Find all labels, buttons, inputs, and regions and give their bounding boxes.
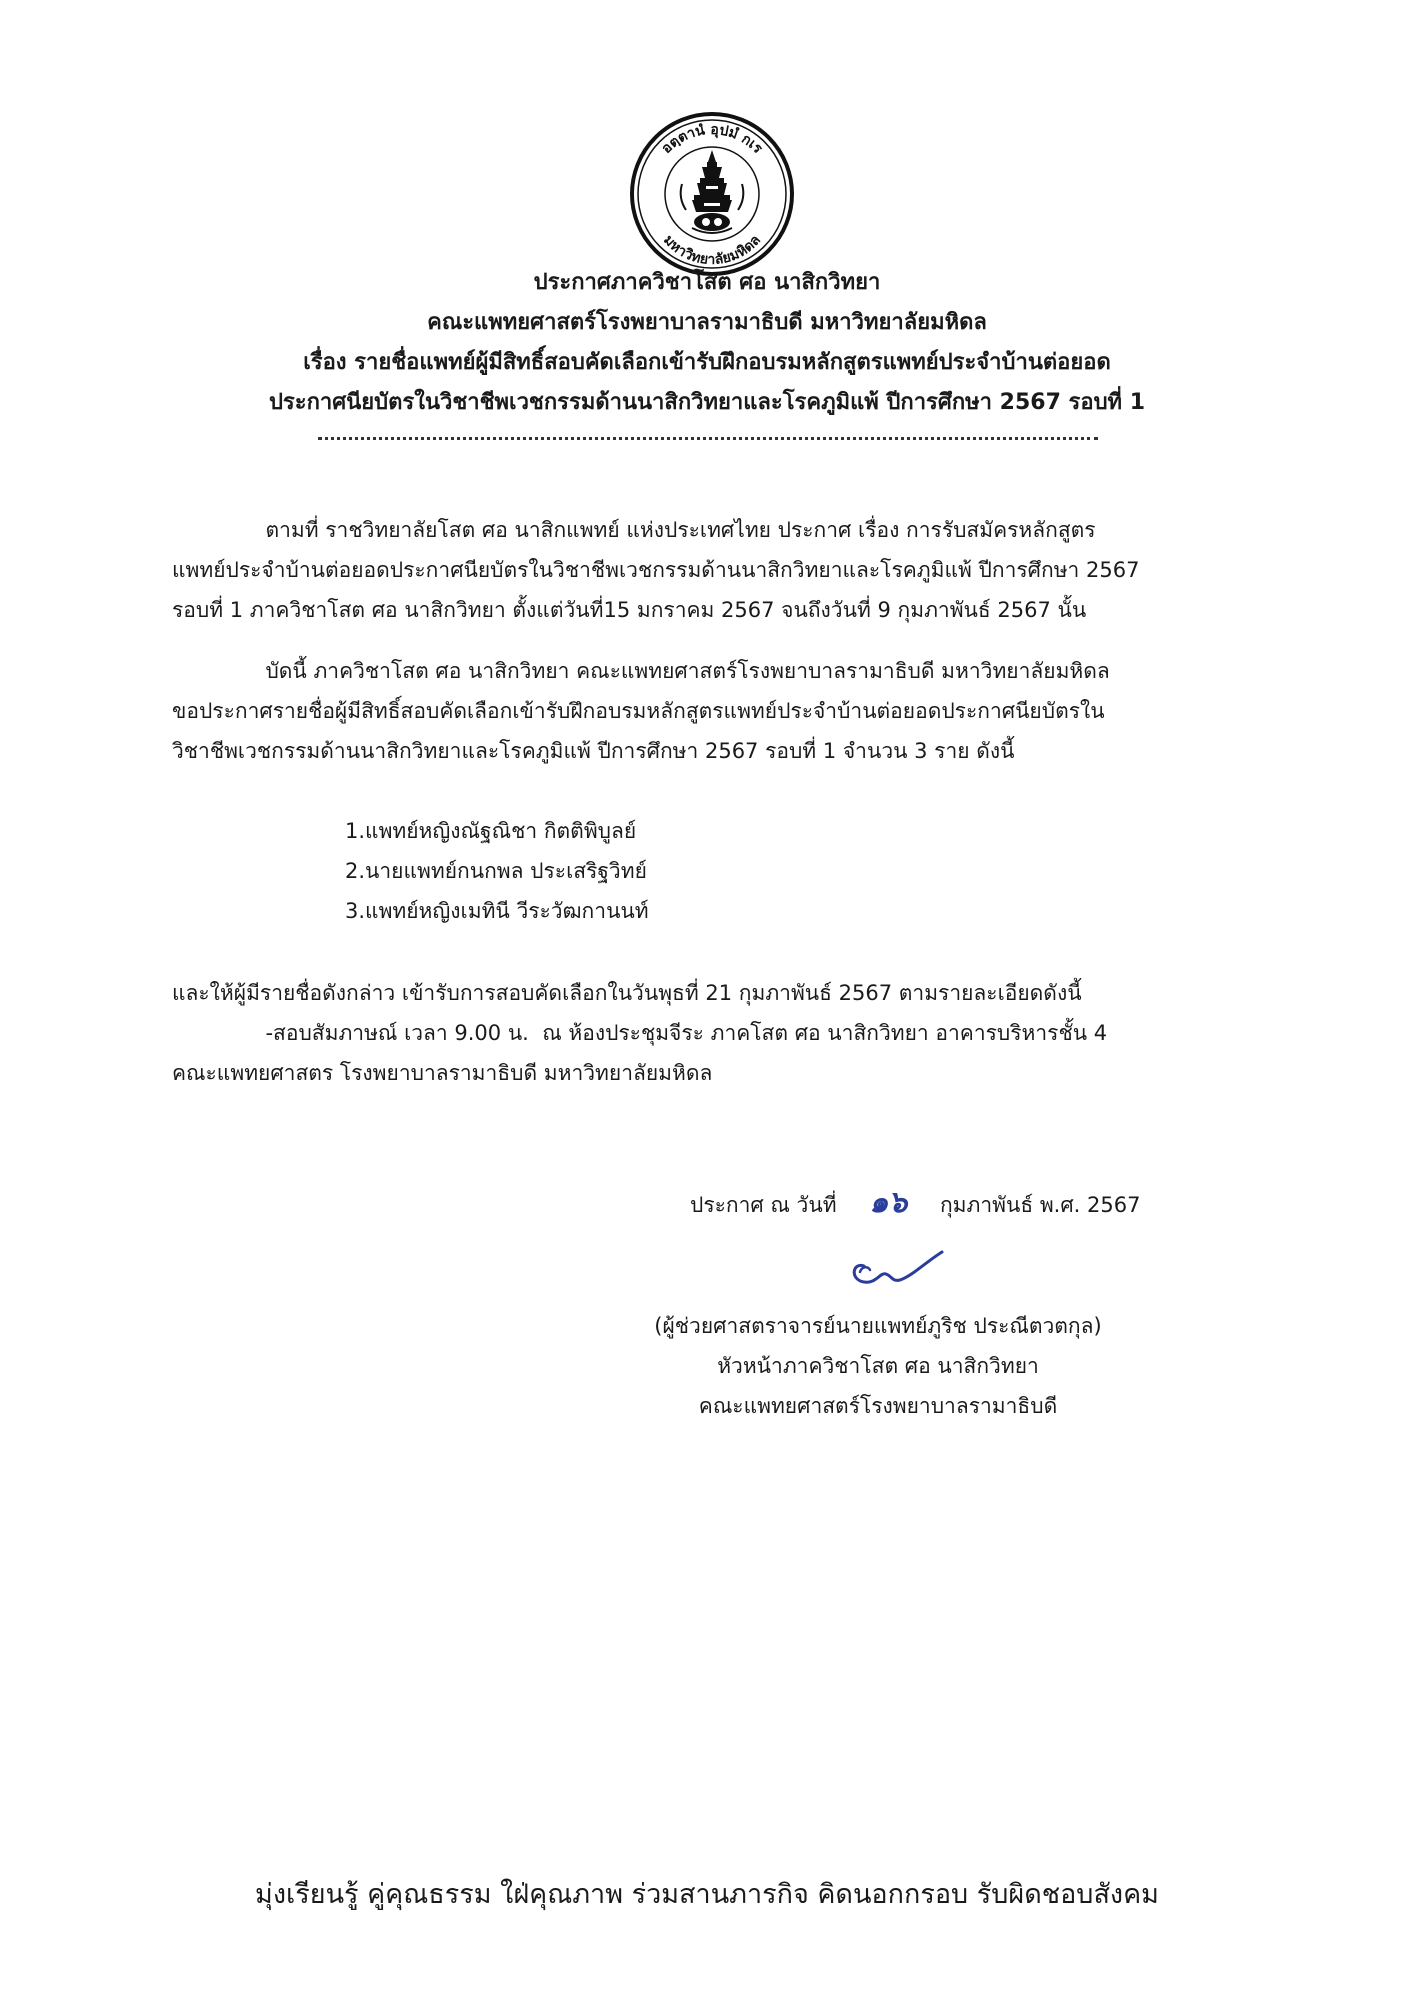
list-item: 3.แพทย์หญิงเมทินี วีระวัฒกานนท์ (345, 899, 649, 923)
header-line-2: คณะแพทยศาสตร์โรงพยาบาลรามาธิบดี มหาวิทยาลัยมหิดล (427, 310, 987, 335)
paragraph-line: ตามที่ ราชวิทยาลัยโสต ศอ นาสิกแพทย์ แห่งประเทศไทย ประกาศ เรื่อง การรับสมัครหลักสูตร (172, 518, 1096, 542)
paragraph-line: ขอประกาศรายชื่อผู้มีสิทธิ์สอบคัดเลือกเข้ารับฝึกอบรมหลักสูตรแพทย์ประจำบ้านต่อยอดประกาศนียบัตรใน (172, 699, 1105, 723)
header-line-1: ประกาศภาควิชาโสต ศอ นาสิกวิทยา (533, 270, 881, 295)
paragraph-background (172, 510, 1262, 630)
paragraph-line: -สอบสัมภาษณ์ เวลา 9.00 น. ณ ห้องประชุมจีระ ภาคโสต ศอ นาสิกวิทยา อาคารบริหารชั้น 4 (172, 1021, 1108, 1045)
paragraph-line: คณะแพทยศาสตร โรงพยาบาลรามาธิบดี มหาวิทยาลัยมหิดล (172, 1061, 713, 1085)
header-line-4: ประกาศนียบัตรในวิชาชีพเวชกรรมด้านนาสิกวิทยาและโรคภูมิแพ้ ปีการศึกษา 2567 รอบที่ 1 (268, 390, 1146, 415)
signer-block (598, 1306, 1158, 1426)
footer-motto: มุ่งเรียนรู้ คู่คุณธรรม ใฝ่คุณภาพ ร่วมสานภารกิจ คิดนอกกรอบ รับผิดชอบสังคม (255, 1879, 1159, 1910)
candidate-list (345, 811, 649, 931)
signature-scribble (842, 1232, 962, 1292)
signer-name: (ผู้ช่วยศาสตราจารย์นายแพทย์ภูริช ประณีตวตกุล) (654, 1314, 1102, 1338)
paragraph-line: วิชาชีพเวชกรรมด้านนาสิกวิทยาและโรคภูมิแพ้ ปีการศึกษา 2567 รอบที่ 1 จำนวน 3 ราย ดังนี้ (172, 739, 1015, 763)
dotted-divider (318, 427, 1098, 440)
paragraph-exam-details (172, 973, 1262, 1093)
signer-faculty: คณะแพทยศาสตร์โรงพยาบาลรามาธิบดี (698, 1394, 1058, 1418)
announcement-date (690, 1183, 1140, 1225)
date-prefix: ประกาศ ณ วันที่ (690, 1193, 837, 1217)
signer-position: หัวหน้าภาควิชาโสต ศอ นาสิกวิทยา (717, 1354, 1039, 1378)
handwritten-day: ๑๖ (869, 1185, 908, 1220)
svg-text:มหาวิทยาลัยมหิดล: มหาวิทยาลัยมหิดล (660, 232, 764, 269)
announcement-header (0, 263, 1414, 423)
list-item: 2.นายแพทย์กนกพล ประเสริฐวิทย์ (345, 859, 647, 883)
paragraph-line: บัดนี้ ภาควิชาโสต ศอ นาสิกวิทยา คณะแพทยศาสตร์โรงพยาบาลรามาธิบดี มหาวิทยาลัยมหิดล (172, 659, 1110, 683)
svg-text:อตฺตานํ อุปมํ กเร: อตฺตานํ อุปมํ กเร (658, 121, 766, 157)
header-line-3: เรื่อง รายชื่อแพทย์ผู้มีสิทธิ์สอบคัดเลือกเข้ารับฝึกอบรมหลักสูตรแพทย์ประจำบ้านต่อยอด (303, 350, 1111, 375)
list-item: 1.แพทย์หญิงณัฐณิชา กิตติพิบูลย์ (345, 819, 637, 843)
paragraph-line: แพทย์ประจำบ้านต่อยอดประกาศนียบัตรในวิชาชีพเวชกรรมด้านนาสิกวิทยาและโรคภูมิแพ้ ปีการศึกษา 2567 (172, 558, 1140, 582)
mahidol-seal-logo (628, 110, 796, 278)
date-suffix: กุมภาพันธ์ พ.ศ. 2567 (939, 1193, 1141, 1217)
paragraph-line: รอบที่ 1 ภาควิชาโสต ศอ นาสิกวิทยา ตั้งแต่วันที่15 มกราคม 2567 จนถึงวันที่ 9 กุมภาพันธ์ 2567 นั้น (172, 598, 1087, 622)
paragraph-announcement (172, 651, 1262, 771)
paragraph-line: และให้ผู้มีรายชื่อดังกล่าว เข้ารับการสอบคัดเลือกในวันพุธที่ 21 กุมภาพันธ์ 2567 ตามรายละเอียดดังนี้ (172, 981, 1082, 1005)
